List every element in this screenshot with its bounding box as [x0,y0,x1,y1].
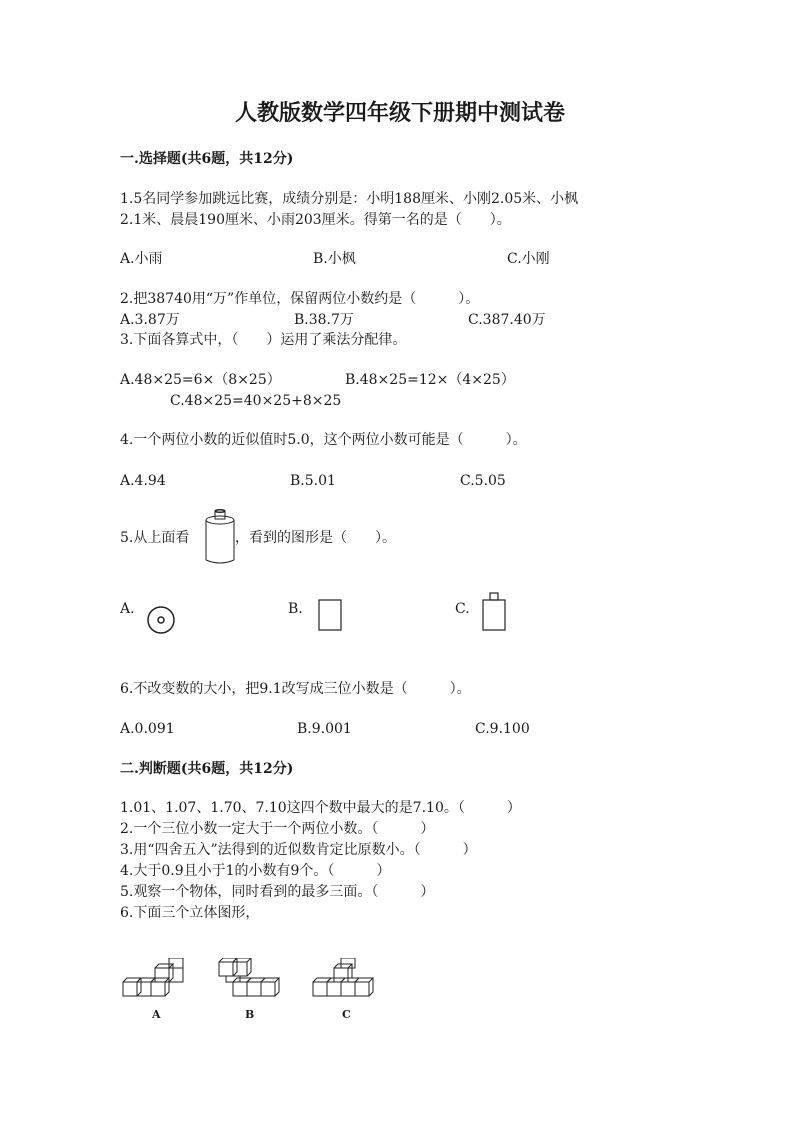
q5-text-before: 5.从上面看 [120,530,190,546]
q4-option-c: C.5.05 [460,473,506,489]
judgment-item-6: 6.下面三个立体图形， [120,905,260,921]
cube-figure-c [312,958,380,1002]
q5-option-c: C. [455,601,470,617]
rectangle-figure [317,598,343,632]
q3-option-a: A.48×25=6×（8×25） [120,372,281,388]
q3-text: 3.下面各算式中，（ ）运用了乘法分配律。 [120,332,407,348]
q3-option-c: C.48×25=40×25+8×25 [170,393,342,409]
q1-text-line1: 1.5名同学参加跳远比赛，成绩分别是：小明188厘米、小刚2.05米、小枫 [120,191,579,207]
q5-option-b: B. [288,601,303,617]
rectangle-with-tab-figure [481,591,507,633]
section-heading-judgment: 二.判断题(共6题，共12分) [120,761,294,777]
judgment-item-4: 4.大于0.9且小于1的小数有9个。（ ） [120,863,391,879]
q4-option-a: A.4.94 [120,473,166,489]
q2-option-a: A.3.87万 [120,312,180,328]
q4-text: 4.一个两位小数的近似值时5.0，这个两位小数可能是（ ）。 [120,432,527,448]
cylinder-figure [201,508,239,566]
cube-label-a: A [152,1008,161,1021]
q2-option-b: B.38.7万 [294,312,354,328]
q6-text: 6.不改变数的大小，把9.1改写成三位小数是（ ）。 [120,681,471,697]
cube-label-b: B [245,1008,255,1021]
judgment-item-5: 5.观察一个物体，同时看到的最多三面。（ ） [120,884,435,900]
judgment-item-3: 3.用“四舍五入”法得到的近似数肯定比原数小。（ ） [120,842,477,858]
q6-option-c: C.9.100 [475,721,530,737]
cube-label-c: C [342,1008,351,1021]
cube-figure-b [218,958,280,1002]
q6-option-a: A.0.091 [120,721,175,737]
q3-option-b: B.48×25=12×（4×25） [345,372,515,388]
q5-option-a: A. [120,601,135,617]
q2-option-c: C.387.40万 [468,312,546,328]
cube-figure-a [122,958,188,1002]
concentric-circles-figure [145,604,177,636]
q5-text-after: ，看到的图形是（ ）。 [235,530,396,546]
section-heading-choice: 一.选择题(共6题，共12分) [120,151,294,167]
judgment-item-1: 1.01、1.07、1.70、7.10这四个数中最大的是7.10。（ ） [120,800,521,816]
q2-text: 2.把38740用“万”作单位，保留两位小数约是（ ）。 [120,291,480,307]
q4-option-b: B.5.01 [290,473,336,489]
q1-text-line2: 2.1米、晨晨190厘米、小雨203厘米。得第一名的是（ ）。 [120,212,511,228]
page-title: 人教版数学四年级下册期中测试卷 [234,100,565,126]
q6-option-b: B.9.001 [297,721,352,737]
judgment-item-2: 2.一个三位小数一定大于一个两位小数。（ ） [120,821,435,837]
q1-option-a: A.小雨 [120,251,163,267]
q1-option-c: C.小刚 [507,251,550,267]
q1-option-b: B.小枫 [313,251,356,267]
